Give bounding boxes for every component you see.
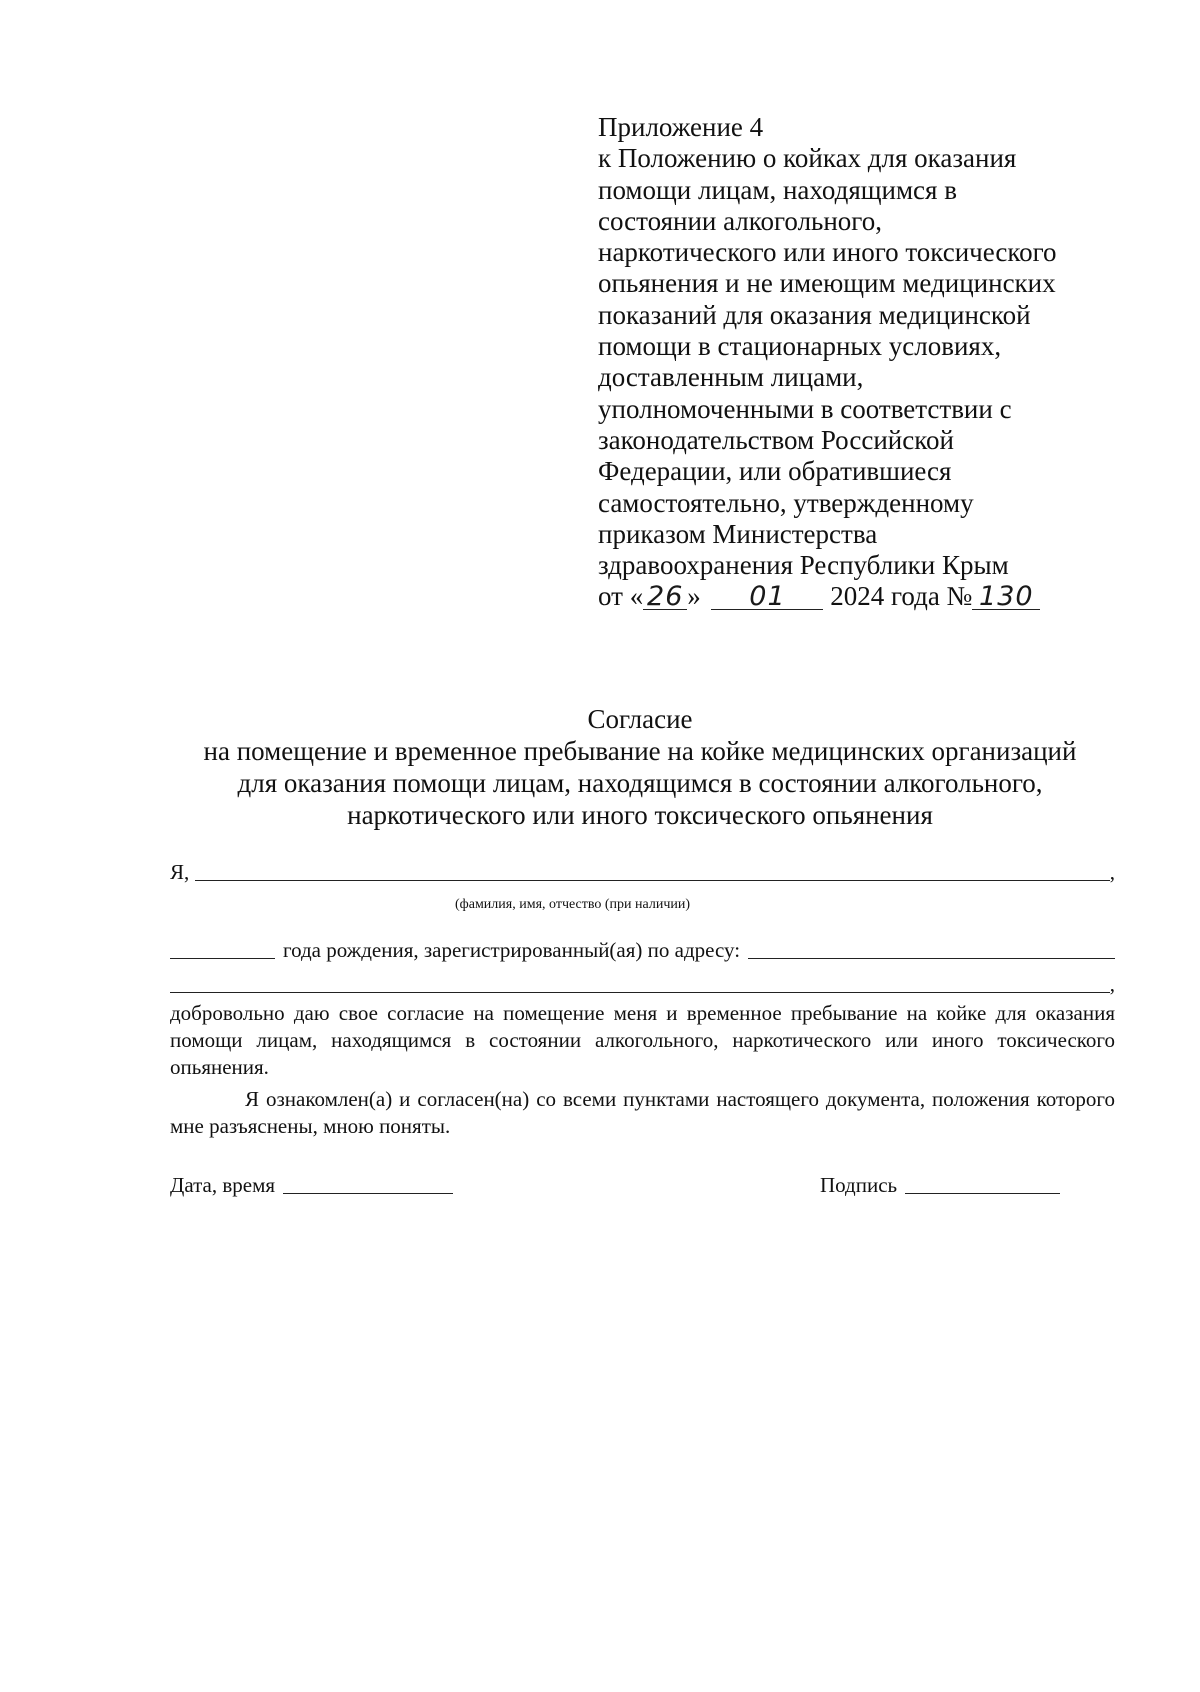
date-quote-close: » <box>687 581 701 612</box>
signature-label: Подпись <box>820 1173 898 1197</box>
i-label: Я, <box>170 860 190 884</box>
appendix-line: здравоохранения Республики Крым <box>598 550 1009 581</box>
order-number-handwritten: 130 <box>972 585 1040 610</box>
full-name-field[interactable] <box>195 879 1109 881</box>
name-row <box>170 860 1115 885</box>
date-prefix: от « <box>598 581 644 612</box>
comma: , <box>1109 972 1115 996</box>
address-continuation-field[interactable] <box>170 991 1110 993</box>
comma: , <box>1109 860 1115 884</box>
appendix-line: к Положению о койках для оказания <box>598 143 1017 174</box>
consent-title <box>150 703 1130 831</box>
appendix-line: опьянения и не имеющим медицинских <box>598 268 1056 299</box>
name-hint: (фамилия, имя, отчество (при наличии) <box>455 897 691 912</box>
signature-row <box>820 1173 1080 1198</box>
appendix-line: самостоятельно, утвержденному <box>598 487 974 518</box>
acknowledgement-paragraph: Я ознакомлен(а) и согласен(на) со всеми пунктами настоящего документа, положения которого мне разъяснены, мною поняты. <box>170 1087 1115 1138</box>
title-line: наркотического или иного токсического опьянения <box>347 800 933 830</box>
appendix-line: законодательством Российской <box>598 424 954 455</box>
title-line: для оказания помощи лицам, находящимся в состоянии алкогольного, <box>237 768 1043 798</box>
birth-address-row <box>170 938 1115 963</box>
date-time-field[interactable] <box>283 1192 453 1194</box>
appendix-line: уполномоченными в соответствии с <box>598 393 1012 424</box>
appendix-line: приказом Министерства <box>598 518 878 549</box>
appendix-line: помощи в стационарных условиях, <box>598 331 1002 362</box>
consent-paragraph: добровольно даю свое согласие на помещение меня и временное пребывание на койке для оказания помощи лицам, находящимся в состоянии алкогольного, наркотического или иного токсического опьянения. <box>170 1001 1115 1079</box>
signature-field[interactable] <box>905 1192 1060 1194</box>
address-continuation-row <box>170 972 1115 997</box>
appendix-line: наркотического или иного токсического <box>598 237 1057 268</box>
address-field[interactable] <box>748 957 1115 959</box>
appendix-line: Приложение 4 <box>598 112 764 142</box>
appendix-line: Федерации, или обратившиеся <box>598 456 952 487</box>
title-line: на помещение и временное пребывание на койке медицинских организаций <box>203 736 1077 766</box>
order-year-number-label: 2024 года № <box>830 581 973 612</box>
title-heading: Согласие <box>587 704 693 734</box>
order-month-handwritten: 01 <box>711 585 823 610</box>
date-time-label: Дата, время <box>170 1173 276 1197</box>
appendix-header <box>598 112 1118 613</box>
appendix-line: доставленным лицами, <box>598 362 864 393</box>
appendix-line: помощи лицам, находящимся в <box>598 174 957 205</box>
order-day-handwritten: 26 <box>643 585 687 610</box>
birth-address-label: года рождения, зарегистрированный(ая) по адресу: <box>283 938 741 962</box>
order-date-line <box>598 581 1118 612</box>
appendix-line: показаний для оказания медицинской <box>598 299 1031 330</box>
appendix-line: состоянии алкогольного, <box>598 205 882 236</box>
birth-year-field[interactable] <box>170 957 275 959</box>
